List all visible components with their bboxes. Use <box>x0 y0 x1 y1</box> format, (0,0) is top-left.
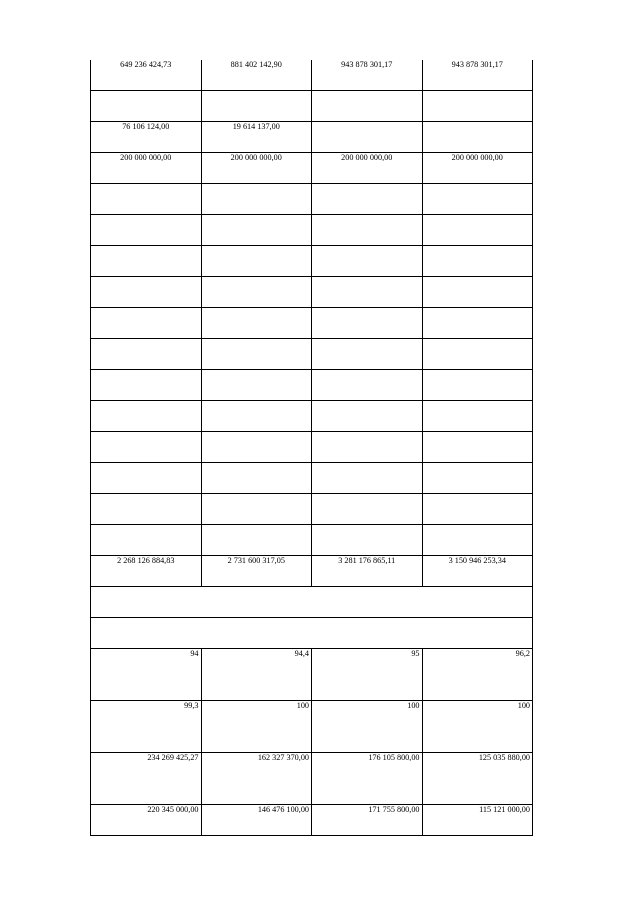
table-row <box>91 805 533 836</box>
table-cell: 220 345 000,00 <box>91 805 202 836</box>
table-cell <box>312 401 423 432</box>
table-row <box>91 494 533 525</box>
table-cell: 234 269 425,27 <box>91 753 202 805</box>
table-cell: 200 000 000,00 <box>91 153 202 184</box>
table-cell <box>201 370 312 401</box>
table-cell <box>422 122 533 153</box>
table-cell: 94,4 <box>201 649 312 701</box>
table-cell: 99,3 <box>91 701 202 753</box>
table-cell <box>422 339 533 370</box>
table-cell <box>312 432 423 463</box>
table-cell: 3 150 946 253,34 <box>422 556 533 587</box>
table-cell <box>91 525 202 556</box>
table-cell <box>201 463 312 494</box>
table-cell <box>422 277 533 308</box>
table-row <box>91 215 533 246</box>
table-row <box>91 122 533 153</box>
table-cell <box>91 463 202 494</box>
merged-cell <box>91 587 533 618</box>
table-cell <box>422 463 533 494</box>
table-cell <box>91 432 202 463</box>
table-cell: 95 <box>312 649 423 701</box>
table-row <box>91 618 533 649</box>
table-cell <box>422 91 533 122</box>
table-cell <box>91 277 202 308</box>
table-cell: 125 035 880,00 <box>422 753 533 805</box>
table-cell <box>201 339 312 370</box>
table-cell: 19 614 137,00 <box>201 122 312 153</box>
table-cell: 200 000 000,00 <box>422 153 533 184</box>
table-row <box>91 649 533 701</box>
table-row <box>91 525 533 556</box>
table-cell <box>91 91 202 122</box>
table-cell <box>422 401 533 432</box>
table-cell <box>422 215 533 246</box>
table-cell <box>201 308 312 339</box>
table-cell <box>312 184 423 215</box>
table-cell: 881 402 142,90 <box>201 60 312 91</box>
table-cell <box>422 525 533 556</box>
table-cell: 200 000 000,00 <box>312 153 423 184</box>
table-row <box>91 753 533 805</box>
table-row <box>91 60 533 91</box>
table-cell <box>91 494 202 525</box>
table-row <box>91 153 533 184</box>
table-cell <box>91 184 202 215</box>
table-cell <box>422 370 533 401</box>
table-cell <box>91 308 202 339</box>
table-cell <box>91 401 202 432</box>
merged-cell <box>91 618 533 649</box>
table-cell <box>201 246 312 277</box>
table-cell: 115 121 000,00 <box>422 805 533 836</box>
table-row <box>91 91 533 122</box>
table-cell <box>91 215 202 246</box>
table-cell: 2 268 126 884,83 <box>91 556 202 587</box>
table-cell <box>201 401 312 432</box>
table-cell <box>422 494 533 525</box>
table-row <box>91 432 533 463</box>
table-row <box>91 184 533 215</box>
table-cell <box>312 246 423 277</box>
table-cell <box>422 308 533 339</box>
table-cell <box>422 184 533 215</box>
table-row <box>91 246 533 277</box>
table-cell <box>422 246 533 277</box>
table-cell <box>312 91 423 122</box>
table-cell <box>312 308 423 339</box>
table-cell <box>312 215 423 246</box>
table-row <box>91 701 533 753</box>
table-cell <box>201 432 312 463</box>
table-cell: 176 105 800,00 <box>312 753 423 805</box>
table-cell <box>422 432 533 463</box>
table-cell <box>312 494 423 525</box>
table-cell <box>91 370 202 401</box>
table-row <box>91 463 533 494</box>
table-row <box>91 556 533 587</box>
table-cell <box>201 525 312 556</box>
table-row <box>91 308 533 339</box>
table-cell: 162 327 370,00 <box>201 753 312 805</box>
table-cell: 649 236 424,73 <box>91 60 202 91</box>
table-cell <box>91 246 202 277</box>
table-cell: 100 <box>201 701 312 753</box>
table-cell <box>312 122 423 153</box>
table-cell <box>201 184 312 215</box>
table-cell: 76 106 124,00 <box>91 122 202 153</box>
table-cell <box>312 277 423 308</box>
table-cell: 100 <box>312 701 423 753</box>
table-row <box>91 587 533 618</box>
table-cell <box>201 277 312 308</box>
table-row <box>91 277 533 308</box>
table-row <box>91 370 533 401</box>
table-cell: 2 731 600 317,05 <box>201 556 312 587</box>
table-cell: 100 <box>422 701 533 753</box>
table-cell: 3 281 176 865,11 <box>312 556 423 587</box>
table-cell <box>312 525 423 556</box>
table-cell <box>312 370 423 401</box>
table-cell: 943 878 301,17 <box>312 60 423 91</box>
table-cell <box>201 91 312 122</box>
table-cell <box>312 463 423 494</box>
table-cell: 146 476 100,00 <box>201 805 312 836</box>
table-cell: 200 000 000,00 <box>201 153 312 184</box>
table-cell <box>91 339 202 370</box>
table-cell <box>201 215 312 246</box>
budget-table <box>90 60 533 836</box>
table-cell: 94 <box>91 649 202 701</box>
table-cell: 943 878 301,17 <box>422 60 533 91</box>
table-cell: 171 755 800,00 <box>312 805 423 836</box>
table-cell <box>201 494 312 525</box>
table-row <box>91 401 533 432</box>
table-cell: 96,2 <box>422 649 533 701</box>
table-cell <box>312 339 423 370</box>
table-row <box>91 339 533 370</box>
